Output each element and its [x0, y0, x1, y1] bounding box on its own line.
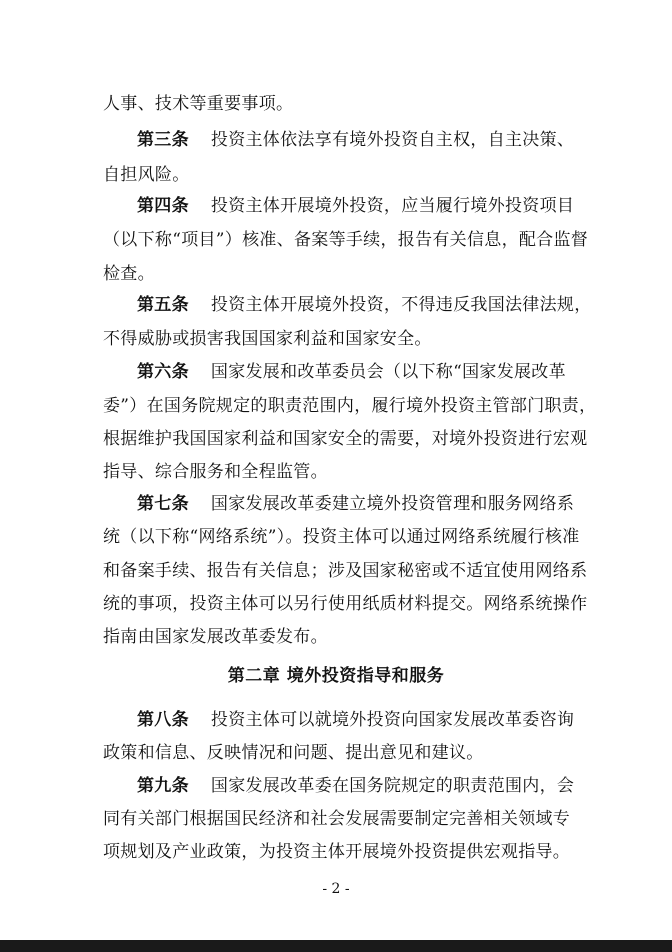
body-line: 检查。: [103, 264, 155, 284]
article-5-line: [137, 293, 592, 317]
article-8-heading: 第八条: [137, 710, 189, 730]
body-line: 统的事项，投资主体可以另行使用纸质材料提交。网络系统操作: [103, 594, 588, 614]
article-3-line: [137, 128, 573, 152]
body-line: 和备案手续、报告有关信息；涉及国家秘密或不适宜使用网络系: [103, 561, 588, 581]
page-number: - 2 -: [322, 881, 350, 897]
chapter-title: 第二章 境外投资指导和服务: [227, 666, 445, 686]
body-line: 指南由国家发展改革委发布。: [103, 627, 328, 647]
body-line: 统（以下称“网络系统”）。投资主体可以通过网络系统履行核准: [103, 527, 580, 547]
body-line: （以下称“项目”）核准、备案等手续，报告有关信息，配合监督: [103, 230, 589, 250]
article-7-line: [137, 492, 573, 516]
body-line: 投资主体可以就境外投资向国家发展改革委咨询: [210, 710, 575, 730]
article-6-line: [137, 360, 573, 384]
article-8-line: [137, 708, 573, 732]
article-5-heading: 第五条: [137, 295, 189, 315]
body-line: 项规划及产业政策，为投资主体开展境外投资提供宏观指导。: [103, 842, 571, 862]
body-line: 根据维护我国国家利益和国家安全的需要，对境外投资进行宏观: [103, 429, 588, 449]
body-line: 自担风险。: [103, 165, 190, 185]
body-line: 国家发展改革委建立境外投资管理和服务网络系: [210, 494, 575, 514]
article-7-heading: 第七条: [137, 494, 189, 514]
body-line: 投资主体开展境外投资，不得违反我国法律法规，: [210, 295, 592, 315]
article-9-line: [137, 774, 573, 798]
body-line: 指导、综合服务和全程监管。: [103, 462, 328, 482]
article-6-heading: 第六条: [137, 362, 189, 382]
article-3-heading: 第三条: [137, 130, 189, 150]
body-line: 同有关部门根据国民经济和社会发展需要制定完善相关领域专: [103, 809, 571, 829]
body-line: 人事、技术等重要事项。: [103, 94, 294, 114]
article-9-heading: 第九条: [137, 776, 189, 796]
body-line: 国家发展改革委在国务院规定的职责范围内，会: [210, 776, 575, 796]
article-4-heading: 第四条: [137, 196, 189, 216]
bottom-edge-bar: [0, 940, 672, 952]
body-line: 不得威胁或损害我国国家利益和国家安全。: [103, 329, 432, 349]
body-line: 国家发展和改革委员会（以下称“国家发展改革: [210, 362, 566, 382]
body-line: 政策和信息、反映情况和问题、提出意见和建议。: [103, 743, 484, 763]
article-4-line: [137, 194, 573, 218]
body-line: 投资主体依法享有境外投资自主权，自主决策、: [210, 130, 575, 150]
body-line: 委”）在国务院规定的职责范围内，履行境外投资主管部门职责，: [103, 396, 597, 416]
body-line: 投资主体开展境外投资，应当履行境外投资项目: [210, 196, 575, 216]
